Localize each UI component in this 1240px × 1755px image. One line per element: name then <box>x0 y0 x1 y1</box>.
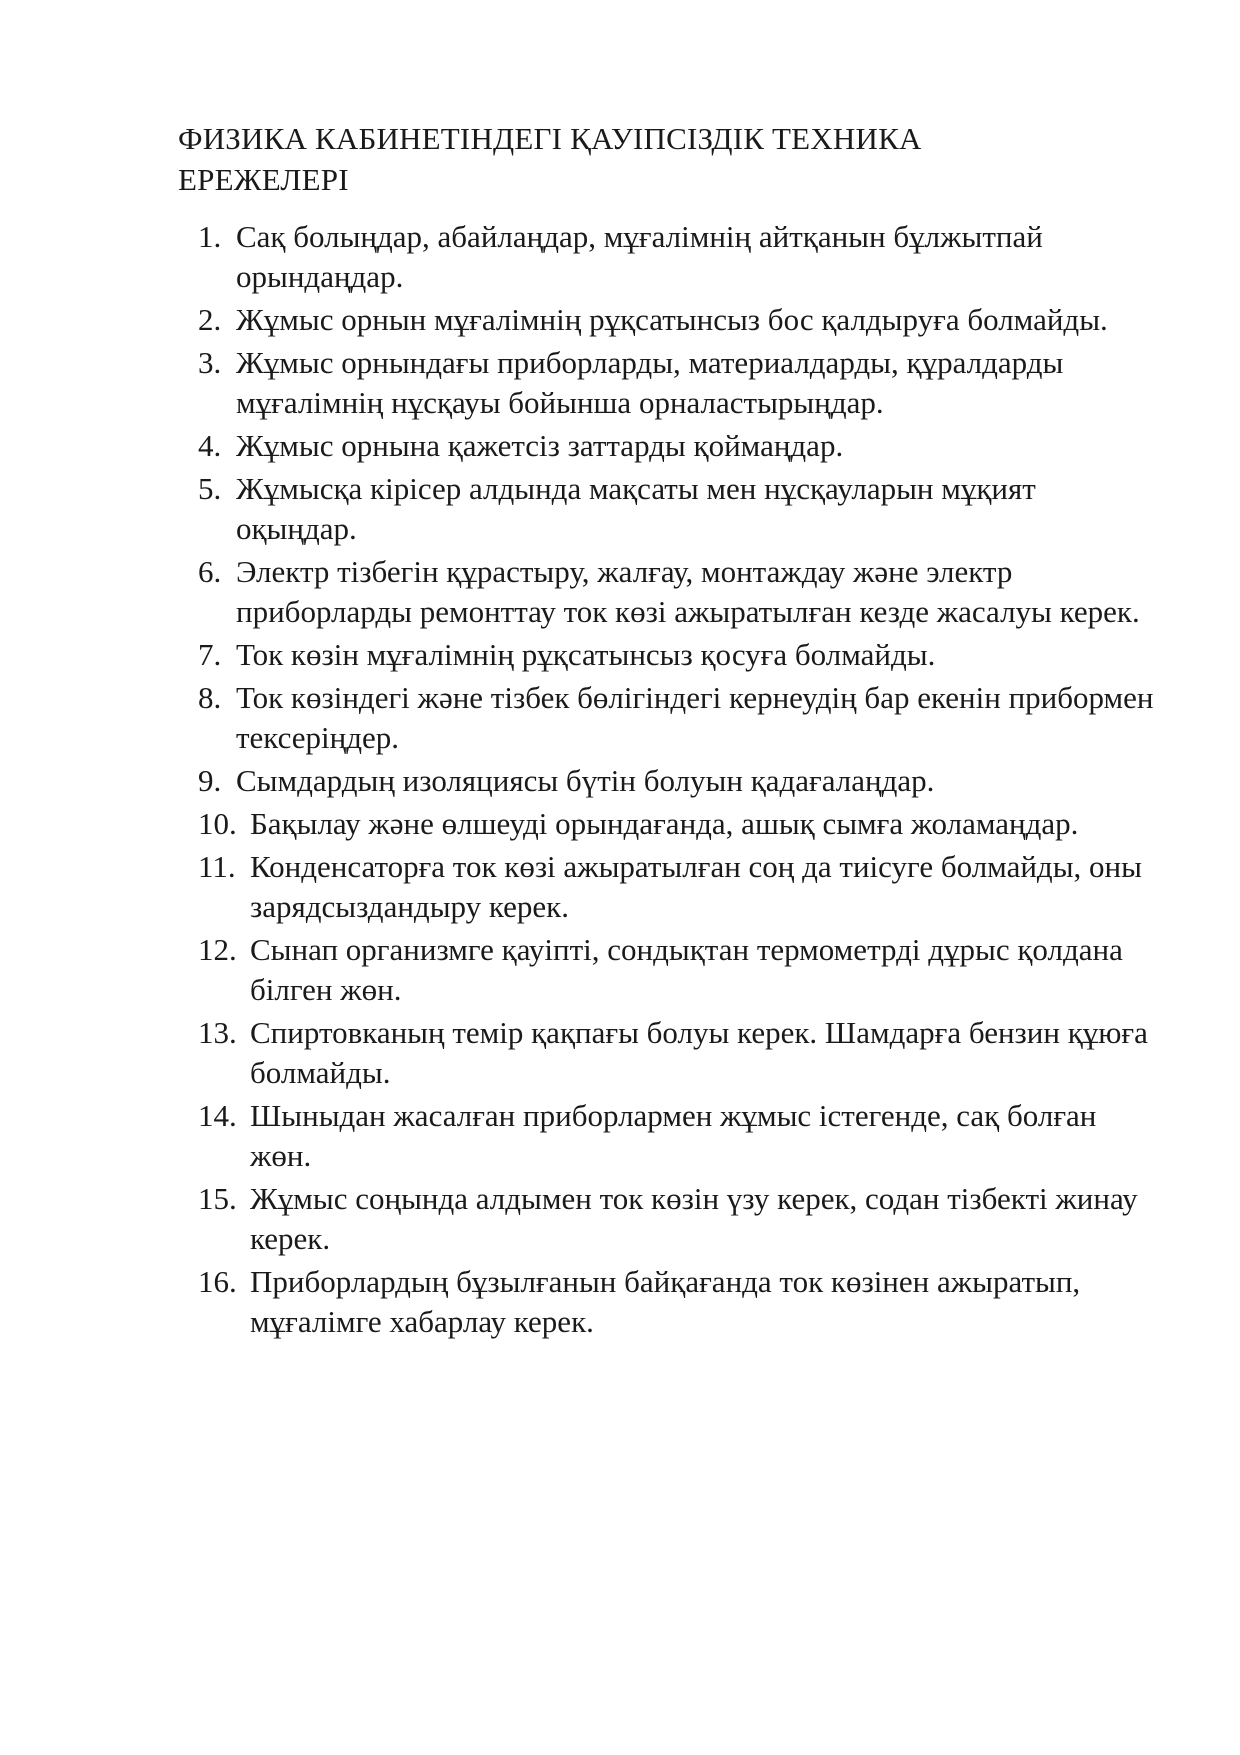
rule-text: Спиртовканың темір қақпағы болуы керек. Шамдарға бензин құюға болмайды. <box>250 1015 1148 1090</box>
rule-item-6 <box>198 552 1163 632</box>
rule-number: 16. <box>198 1264 237 1299</box>
rule-item-8 <box>198 678 1163 758</box>
rule-item-7 <box>198 635 1163 675</box>
rules-list <box>198 217 1163 1345</box>
rule-number: 15. <box>198 1181 237 1216</box>
rule-number: 5. <box>198 471 222 506</box>
rule-item-9 <box>198 761 1163 801</box>
rule-item-15 <box>198 1179 1163 1259</box>
rule-number: 11. <box>198 849 236 884</box>
rule-number: 13. <box>198 1015 237 1050</box>
rule-text: Сымдардың изоляциясы бүтін болуын қадағалаңдар. <box>236 763 935 798</box>
rule-text: Сынап организмге қауіпті, сондықтан термометрді дұрыс қолдана білген жөн. <box>250 932 1123 1007</box>
rule-text: Конденсаторға ток көзі ажыратылған соң да тиісуге болмайды, оны зарядсыздандыру керек. <box>250 849 1142 924</box>
rule-item-13 <box>198 1013 1163 1093</box>
rule-text: Жұмыс орнын мұғалімнің рұқсатынсыз бос қалдыруға болмайды. <box>236 302 1108 337</box>
rule-item-10 <box>198 804 1163 844</box>
rule-number: 12. <box>198 932 237 967</box>
rule-text: Приборлардың бұзылғанын байқағанда ток көзінен ажыратып, мұғалімге хабарлау керек. <box>250 1264 1081 1339</box>
rule-item-3 <box>198 343 1163 423</box>
rule-number: 3. <box>198 345 222 380</box>
rule-text: Жұмыс соңында алдымен ток көзін үзу керек, содан тізбекті жинау керек. <box>250 1181 1138 1256</box>
rule-text: Жұмысқа кірісер алдында мақсаты мен нұсқауларын мұқият оқыңдар. <box>236 471 1036 546</box>
rule-text: Жұмыс орнындағы приборларды, материалдарды, құралдарды мұғалімнің нұсқауы бойынша орналастырыңдар. <box>236 345 1064 420</box>
rule-number: 1. <box>198 219 222 254</box>
rule-number: 2. <box>198 302 222 337</box>
rule-text: Ток көзін мұғалімнің рұқсатынсыз қосуға болмайды. <box>236 637 936 672</box>
rule-item-1 <box>198 217 1163 297</box>
rule-item-11 <box>198 847 1163 927</box>
rule-number: 10. <box>198 806 237 841</box>
rule-item-12 <box>198 930 1163 1010</box>
rule-number: 4. <box>198 428 222 463</box>
rule-number: 8. <box>198 680 222 715</box>
rule-item-5 <box>198 469 1163 549</box>
rule-item-14 <box>198 1096 1163 1176</box>
rule-item-16 <box>198 1262 1163 1342</box>
rule-text: Шыныдан жасалған приборлармен жұмыс істегенде, сақ болған жөн. <box>250 1098 1097 1173</box>
rule-text: Сақ болыңдар, абайлаңдар, мұғалімнің айтқанын бұлжытпай орындаңдар. <box>236 219 1043 294</box>
rule-number: 9. <box>198 763 222 798</box>
rule-number: 14. <box>198 1098 237 1133</box>
rule-text: Электр тізбегін құрастыру, жалғау, монтаждау және электр приборларды ремонттау ток көзі ажыратылған кезде жасалуы керек. <box>236 554 1140 629</box>
rule-item-4 <box>198 426 1163 466</box>
rule-number: 7. <box>198 637 222 672</box>
rule-item-2 <box>198 300 1163 340</box>
rule-text: Бақылау және өлшеуді орындағанда, ашық сымға жоламаңдар. <box>250 806 1079 841</box>
rule-text: Жұмыс орнына қажетсіз заттарды қоймаңдар. <box>236 428 844 463</box>
rule-text: Ток көзіндегі және тізбек бөлігіндегі кернеудің бар екенін прибормен тексеріңдер. <box>236 680 1154 755</box>
document-title: ФИЗИКА КАБИНЕТІНДЕГІ ҚАУІПСІЗДІК ТЕХНИКА ЕРЕЖЕЛЕРІ <box>178 121 922 197</box>
rule-number: 6. <box>198 554 222 589</box>
